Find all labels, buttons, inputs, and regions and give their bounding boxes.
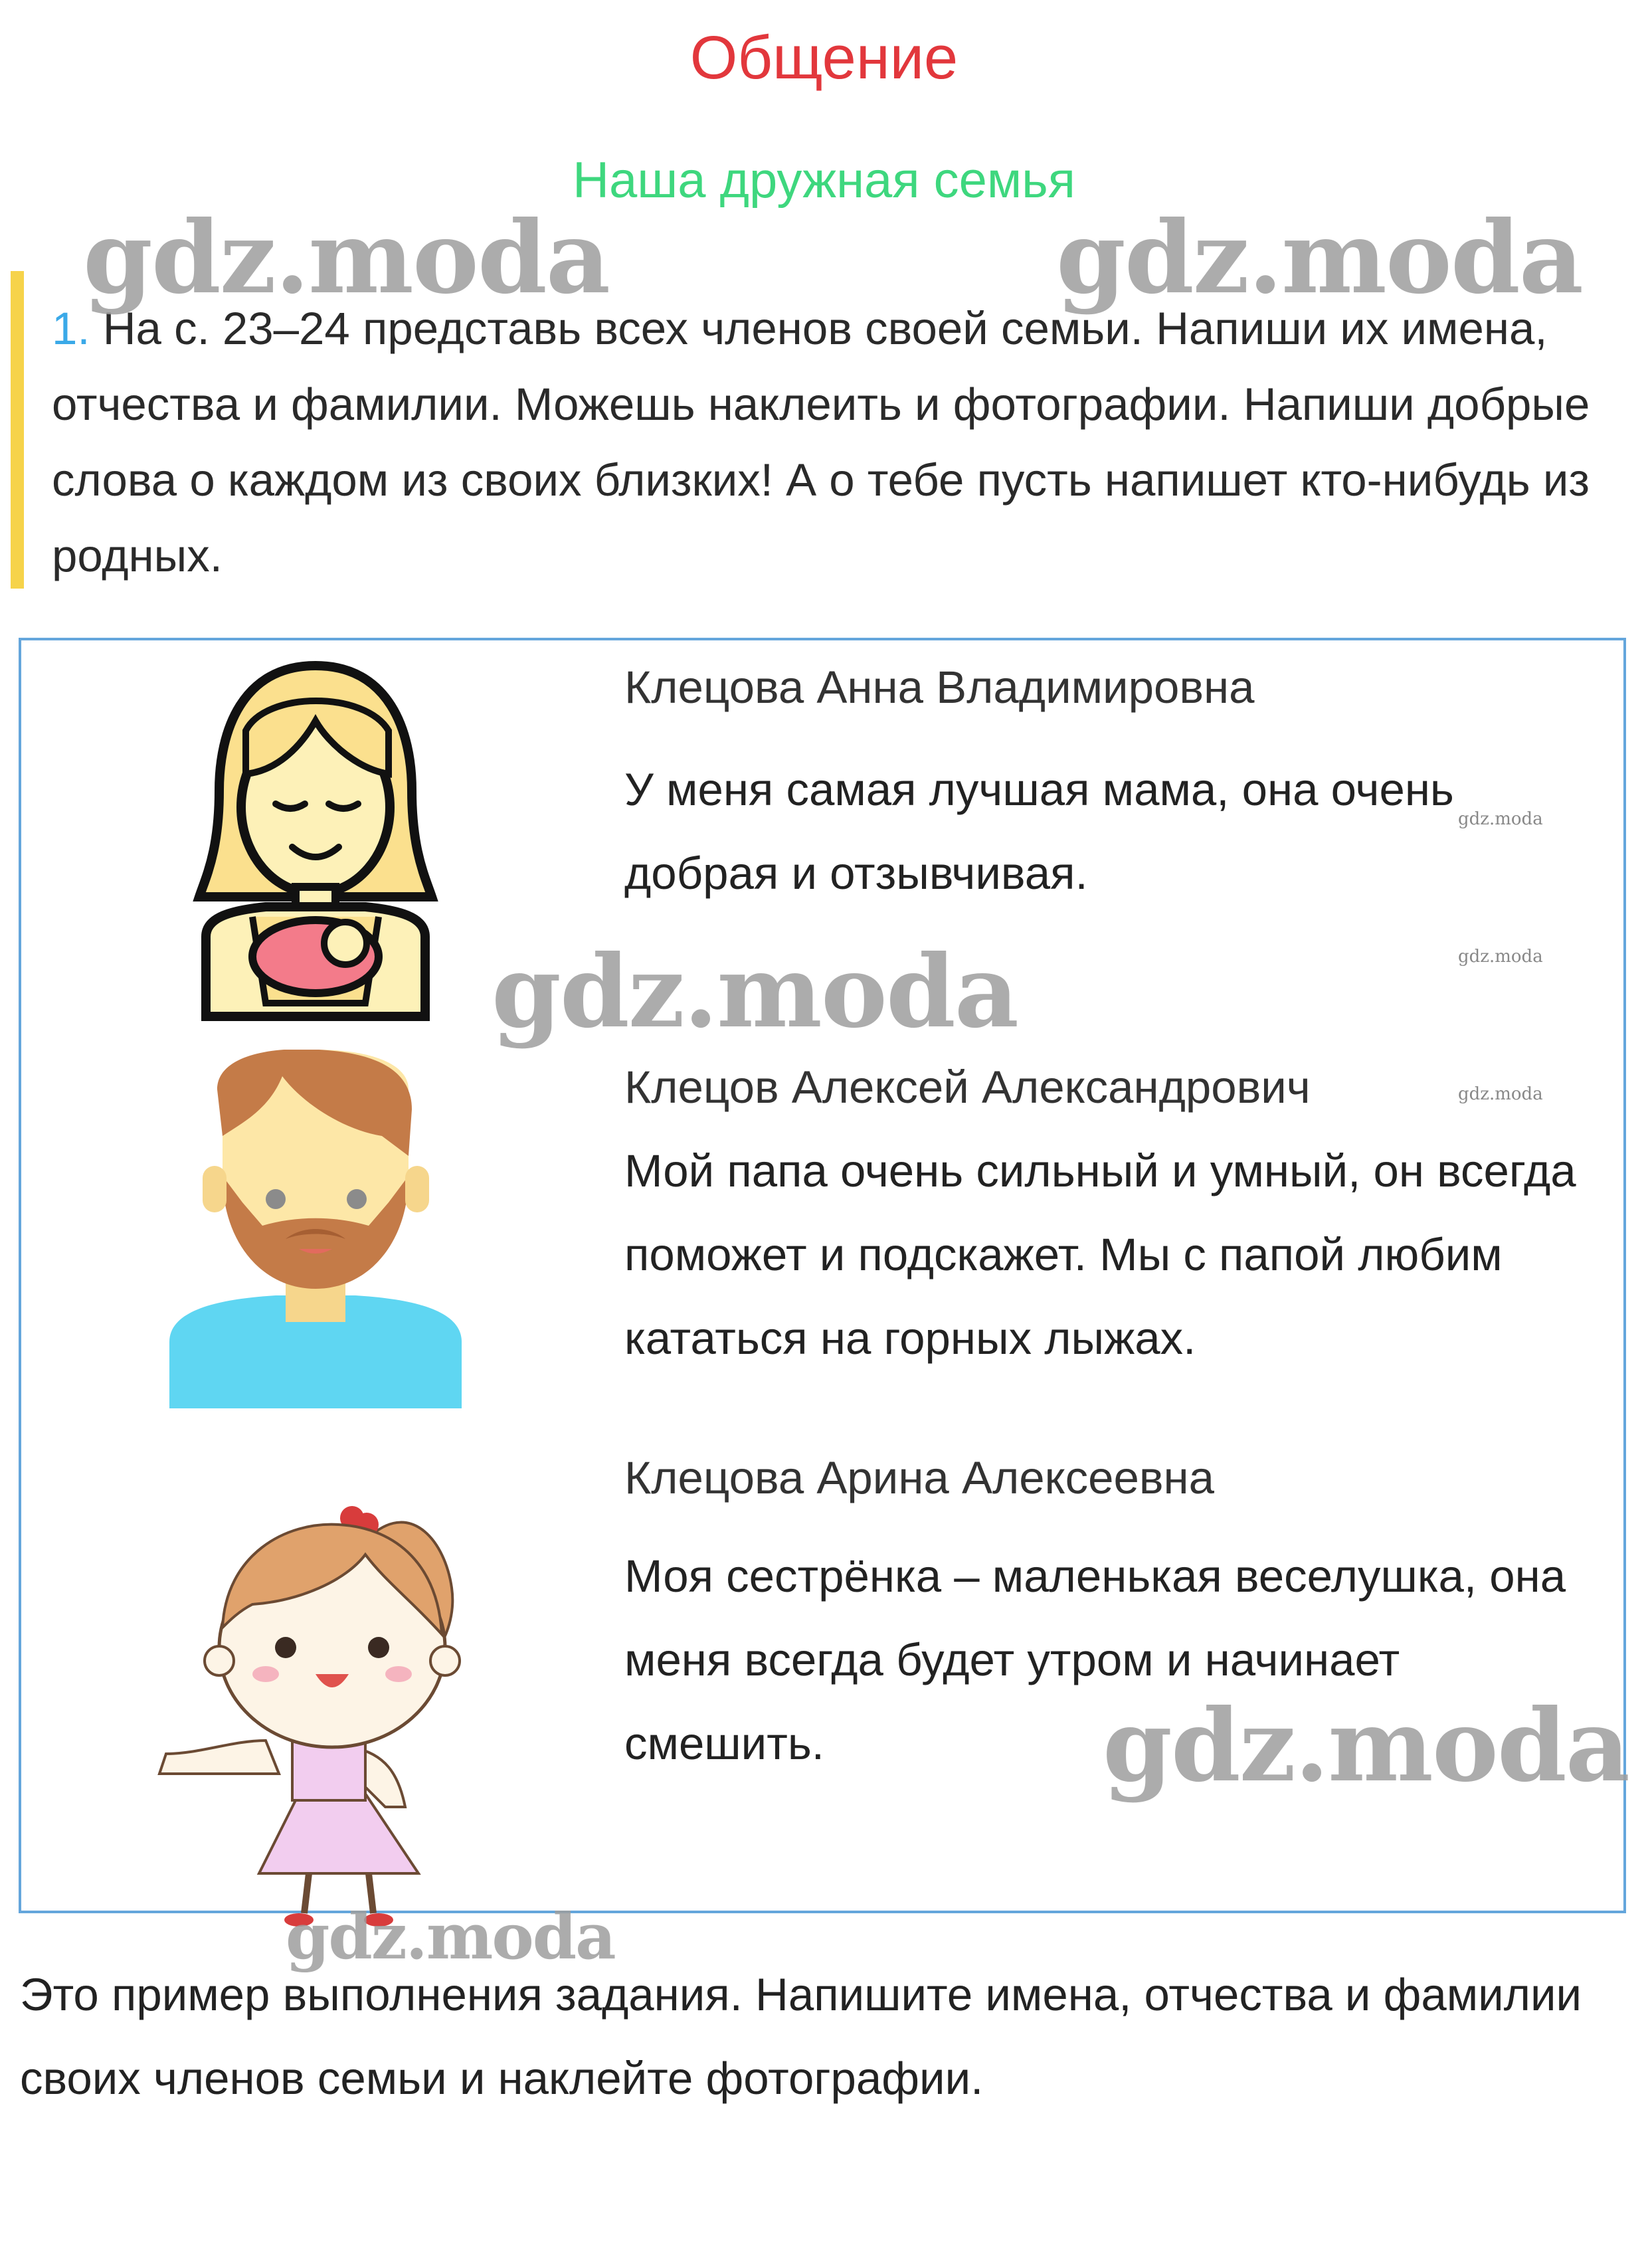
task-statement	[52, 291, 1606, 594]
watermark: gdz.moda	[1458, 947, 1543, 967]
bearded-father-icon	[169, 1050, 462, 1408]
watermark: gdz.moda	[492, 933, 1018, 1050]
member-name: Клецов Алексей Александрович	[624, 1062, 1311, 1113]
member-name: Клецова Анна Владимировна	[624, 662, 1255, 713]
task-side-bar	[11, 271, 24, 589]
section-subtitle: Наша дружная семья	[573, 152, 1075, 209]
footer-note: Это пример выполнения задания. Напишите имена, отчества и фамилии своих членов семьи и наклейте фотографии.	[20, 1969, 1582, 2104]
member-description: Моя сестрёнка – маленькая веселушка, она меня всегда будет утром и начинает смешить.	[624, 1551, 1566, 1769]
watermark: gdz.moda	[1458, 809, 1543, 829]
task-number: 1.	[52, 303, 90, 354]
member-name: Клецова Арина Алексеевна	[624, 1452, 1214, 1503]
watermark: gdz.moda	[83, 199, 610, 316]
page-title: Общение	[689, 24, 959, 92]
watermark: gdz.moda	[1103, 1687, 1629, 1804]
watermark: gdz.moda	[1458, 1084, 1543, 1104]
watermark: gdz.moda	[1056, 199, 1583, 316]
little-girl-icon	[133, 1462, 505, 1927]
member-description: Мой папа очень сильный и умный, он всегда поможет и подскажет. Мы с папой любим кататься на горных лыжах.	[624, 1145, 1576, 1364]
watermark: gdz.moda	[286, 1900, 615, 1974]
task-text: На с. 23–24 представь всех членов своей семьи. Напиши их имена, отчества и фамилии. Можешь наклеить и фотографии. Напиши добрые слова о каждом из своих близких! А о тебе пусть напишет кто-нибудь из родных.	[52, 303, 1590, 581]
member-description: У меня самая лучшая мама, она очень добрая и отзывчивая.	[624, 764, 1454, 899]
mother-with-baby-icon	[193, 658, 438, 1030]
